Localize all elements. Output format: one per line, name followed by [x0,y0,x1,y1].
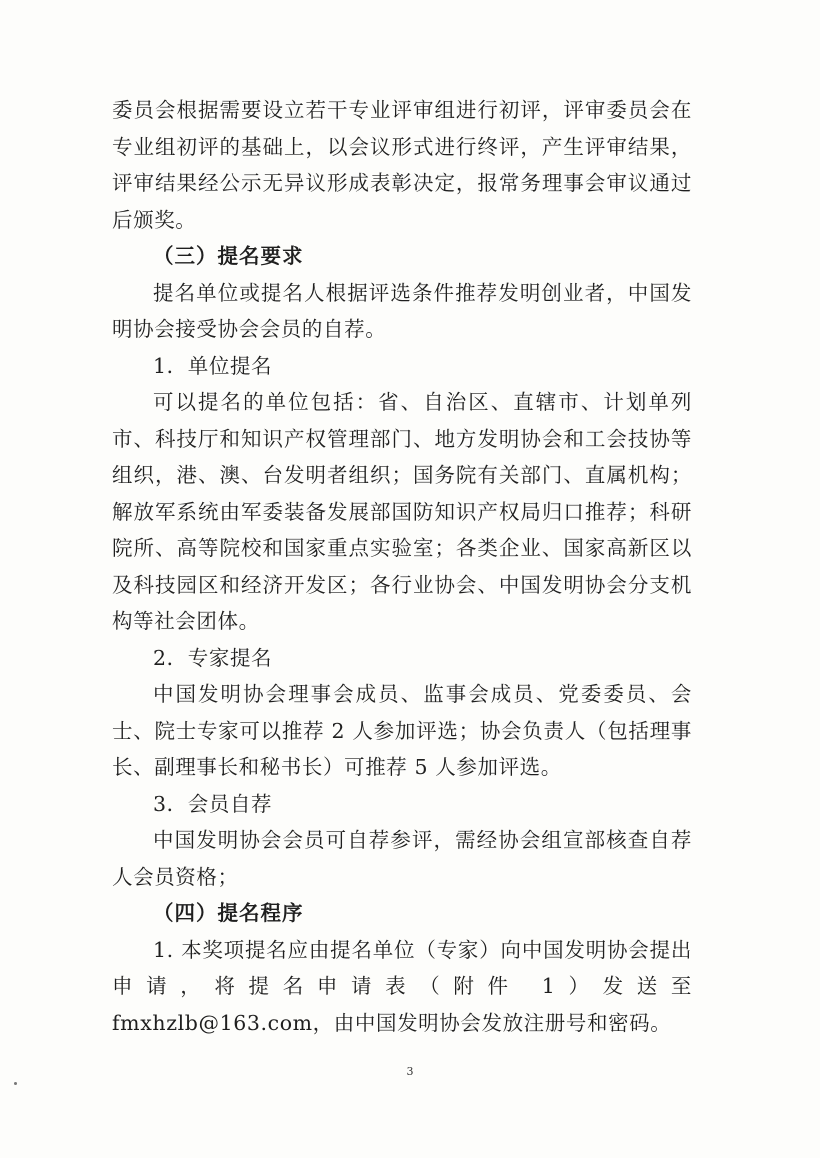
document-body [112,92,692,1041]
paragraph-member-self-nomination: 中国发明协会会员可自荐参评，需经协会组宣部核查自荐人会员资格； [112,828,692,889]
subheading-unit-nomination: 1．单位提名 [153,353,273,378]
subheading-expert-nomination: 2．专家提名 [153,645,273,670]
paragraph-unit-nomination: 可以提名的单位包括：省、自治区、直辖市、计划单列市、科技厅和知识产权管理部门、地方发明协会和工会技协等组织，港、澳、台发明者组织；国务院有关部门、直属机构；解放军系统由军委装备发展部国防知识产权局归口推荐；科研院所、高等院校和国家重点实验室；各类企业、国家高新区以及科技园区和经济开发区；各行业协会、中国发明协会分支机构等社会团体。 [112,390,692,633]
scan-speck [14,1082,17,1085]
paragraph-expert-nomination: 中国发明协会理事会成员、监事会成员、党委委员、会士、院士专家可以推荐 2 人参加评选；协会负责人（包括理事长、副理事长和秘书长）可推荐 5 人参加评选。 [112,682,692,779]
paragraph-continuation: 委员会根据需要设立若干专业评审组进行初评，评审委员会在专业组初评的基础上，以会议形式进行终评，产生评审结果，评审结果经公示无异议形成表彰决定，报常务理事会审议通过后颁奖。 [112,98,692,232]
heading-nomination-requirements: （三）提名要求 [153,244,304,268]
heading-nomination-procedure: （四）提名程序 [153,901,304,925]
paragraph-nomination-intro: 提名单位或提名人根据评选条件推荐发明创业者，中国发明协会接受协会会员的自荐。 [112,280,692,341]
page-number: 3 [406,1065,414,1078]
subheading-member-self-nomination: 3．会员自荐 [153,791,273,816]
paragraph-nomination-procedure: 1. 本奖项提名应由提名单位（专家）向中国发明协会提出申请，将提名申请表（附件 1）发送至 fmxhzlb@163.com，由中国发明协会发放注册号和密码。 [112,937,692,1035]
